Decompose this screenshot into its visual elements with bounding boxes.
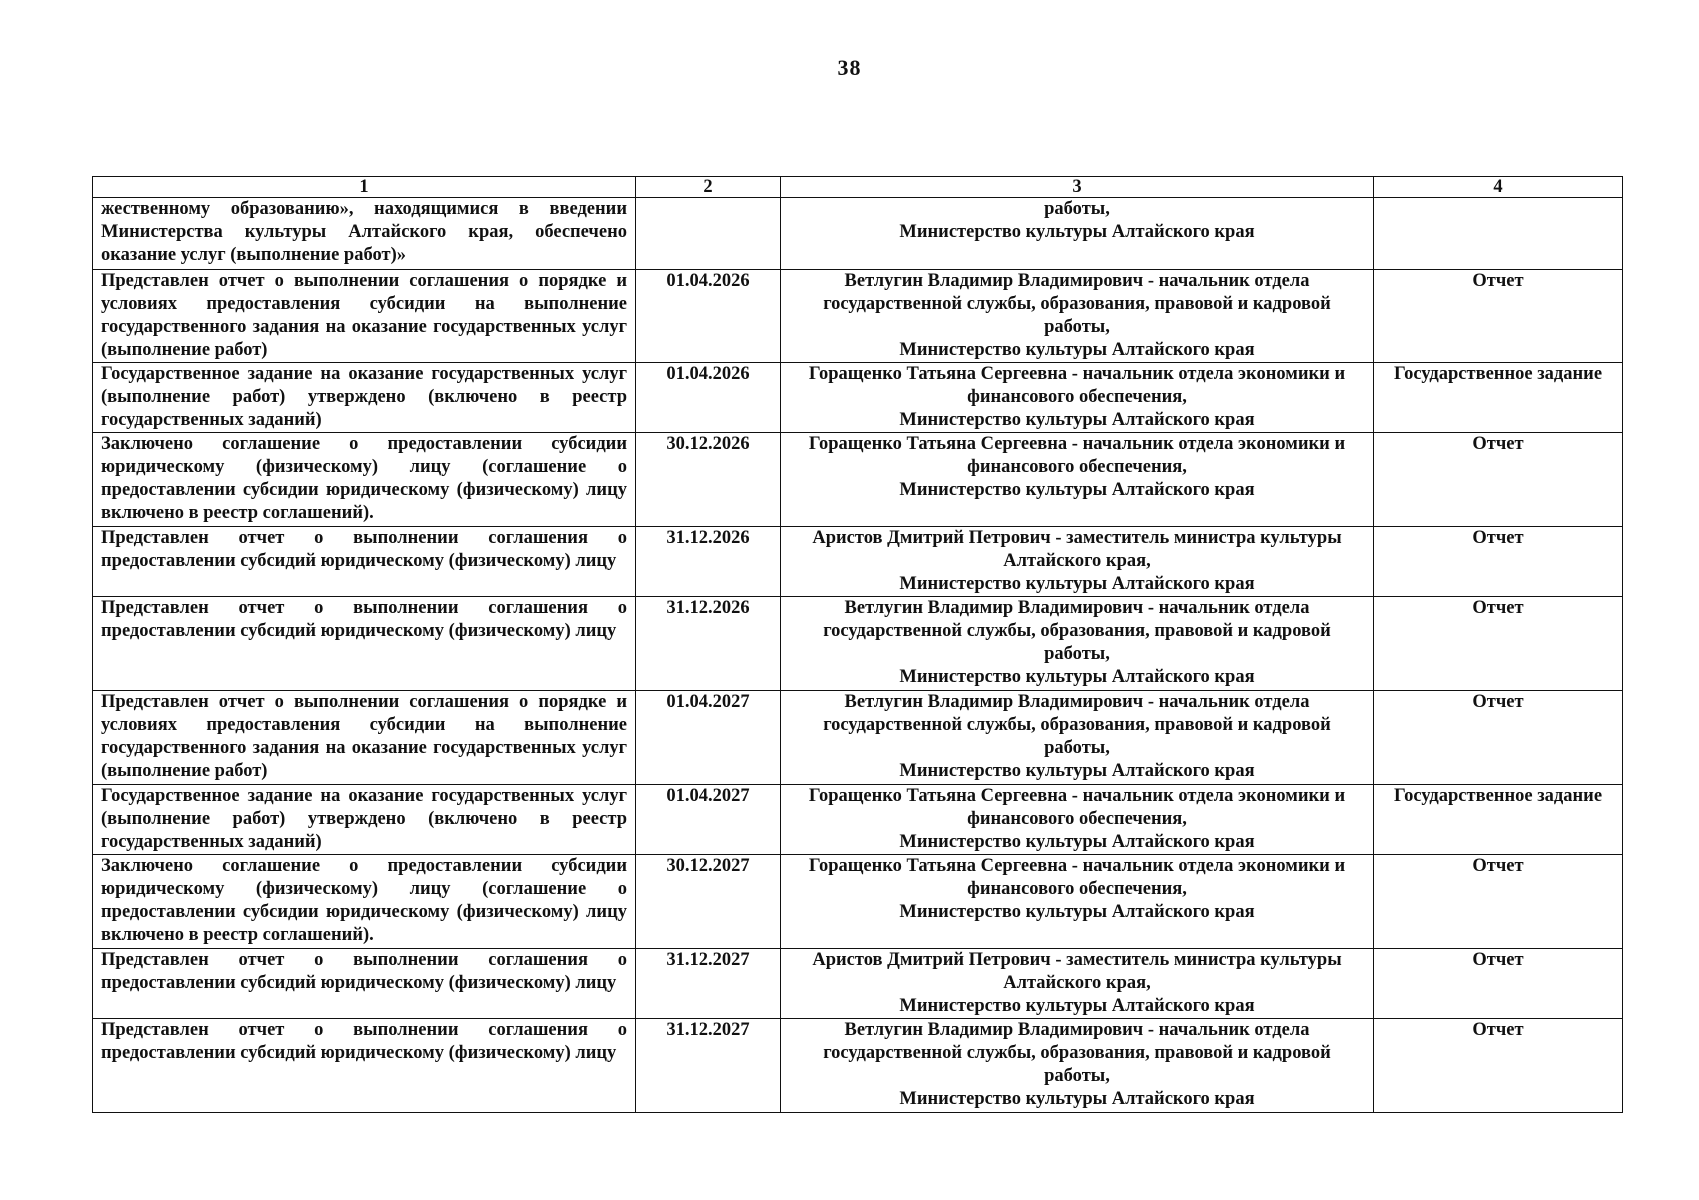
responsible-line: Ветлугин Владимир Владимирович - начальник отдела xyxy=(844,271,1310,291)
table-row xyxy=(93,855,1623,949)
document-type-cell xyxy=(1374,198,1623,270)
responsible-line: Министерство культуры Алтайского края xyxy=(899,222,1255,242)
responsible-line: государственной службы, образования, правовой и кадровой xyxy=(823,1043,1331,1063)
date-cell: 30.12.2026 xyxy=(636,433,781,527)
date-cell: 31.12.2027 xyxy=(636,949,781,1019)
table-row xyxy=(93,949,1623,1019)
table-row xyxy=(93,597,1623,691)
responsible-line: Министерство культуры Алтайского края xyxy=(899,902,1255,922)
table-row xyxy=(93,270,1623,363)
document-type-cell: Отчет xyxy=(1374,855,1623,949)
responsible-person-cell xyxy=(781,785,1374,855)
responsible-line: работы, xyxy=(1044,738,1110,758)
document-type-cell: Отчет xyxy=(1374,949,1623,1019)
responsible-line: Аристов Дмитрий Петрович - заместитель министра культуры xyxy=(812,950,1342,970)
event-description-cell: Представлен отчет о выполнении соглашения о порядке и условиях предоставления субсидии на выполнение государственного задания на оказание государственных услуг (выполнение работ) xyxy=(93,270,636,363)
date-cell xyxy=(636,198,781,270)
column-header: 1 xyxy=(93,177,636,198)
date-cell: 01.04.2027 xyxy=(636,691,781,785)
date-cell: 31.12.2026 xyxy=(636,527,781,597)
responsible-person-cell xyxy=(781,855,1374,949)
event-description-cell: жественному образованию», находящимися в введении Министерства культуры Алтайского края, обеспечено оказание услуг (выполнение работ)» xyxy=(93,198,636,270)
responsible-line: Алтайского края, xyxy=(1003,551,1151,571)
responsible-line: Ветлугин Владимир Владимирович - начальник отдела xyxy=(844,598,1310,618)
table-row xyxy=(93,433,1623,527)
table-row xyxy=(93,1019,1623,1113)
responsible-line: Министерство культуры Алтайского края xyxy=(899,761,1255,781)
responsible-line: Министерство культуры Алтайского края xyxy=(899,832,1255,852)
responsible-line: Горащенко Татьяна Сергеевна - начальник отдела экономики и xyxy=(808,786,1346,806)
responsible-person-cell xyxy=(781,433,1374,527)
table-row xyxy=(93,363,1623,433)
responsible-line: Министерство культуры Алтайского края xyxy=(899,480,1255,500)
responsible-person-cell xyxy=(781,691,1374,785)
responsible-person-cell xyxy=(781,949,1374,1019)
responsible-line: Министерство культуры Алтайского края xyxy=(899,340,1255,360)
table-row xyxy=(93,785,1623,855)
column-header: 4 xyxy=(1374,177,1623,198)
responsible-line: работы, xyxy=(1044,317,1110,337)
date-cell: 01.04.2026 xyxy=(636,363,781,433)
document-type-cell: Государственное задание xyxy=(1374,363,1623,433)
date-cell: 31.12.2026 xyxy=(636,597,781,691)
event-description-cell: Представлен отчет о выполнении соглашения о предоставлении субсидий юридическому (физическому) лицу xyxy=(93,949,636,1019)
table-header-row xyxy=(93,177,1623,198)
event-description-cell: Заключено соглашение о предоставлении субсидии юридическому (физическому) лицу (соглашение о предоставлении субсидии юридическому (физическому) лицу включено в реестр соглашений). xyxy=(93,433,636,527)
table-body xyxy=(93,198,1623,1113)
document-table xyxy=(92,176,1623,1113)
event-description-cell: Представлен отчет о выполнении соглашения о порядке и условиях предоставления субсидии на выполнение государственного задания на оказание государственных услуг (выполнение работ) xyxy=(93,691,636,785)
event-description-cell: Представлен отчет о выполнении соглашения о предоставлении субсидий юридическому (физическому) лицу xyxy=(93,527,636,597)
responsible-person-cell xyxy=(781,270,1374,363)
document-type-cell: Государственное задание xyxy=(1374,785,1623,855)
responsible-line: Министерство культуры Алтайского края xyxy=(899,574,1255,594)
responsible-line: Горащенко Татьяна Сергеевна - начальник отдела экономики и xyxy=(808,434,1346,454)
column-header: 2 xyxy=(636,177,781,198)
event-description-cell: Представлен отчет о выполнении соглашения о предоставлении субсидий юридическому (физическому) лицу xyxy=(93,1019,636,1113)
responsible-line: работы, xyxy=(1044,199,1110,219)
responsible-person-cell xyxy=(781,1019,1374,1113)
date-cell: 01.04.2026 xyxy=(636,270,781,363)
responsible-person-cell xyxy=(781,597,1374,691)
table-row xyxy=(93,198,1623,270)
column-header: 3 xyxy=(781,177,1374,198)
document-type-cell: Отчет xyxy=(1374,597,1623,691)
document-type-cell: Отчет xyxy=(1374,1019,1623,1113)
page-number: 38 xyxy=(837,55,862,80)
responsible-line: Министерство культуры Алтайского края xyxy=(899,1089,1255,1109)
date-cell: 31.12.2027 xyxy=(636,1019,781,1113)
responsible-person-cell xyxy=(781,527,1374,597)
responsible-line: Аристов Дмитрий Петрович - заместитель министра культуры xyxy=(812,528,1342,548)
responsible-line: Министерство культуры Алтайского края xyxy=(899,410,1255,430)
responsible-person-cell xyxy=(781,363,1374,433)
event-description-cell: Представлен отчет о выполнении соглашения о предоставлении субсидий юридическому (физическому) лицу xyxy=(93,597,636,691)
responsible-line: Ветлугин Владимир Владимирович - начальник отдела xyxy=(844,692,1310,712)
responsible-line: Алтайского края, xyxy=(1003,973,1151,993)
responsible-person-cell xyxy=(781,198,1374,270)
responsible-line: государственной службы, образования, правовой и кадровой xyxy=(823,294,1331,314)
responsible-line: Горащенко Татьяна Сергеевна - начальник отдела экономики и xyxy=(808,364,1346,384)
event-description-cell: Государственное задание на оказание государственных услуг (выполнение работ) утверждено (включено в реестр государственных заданий) xyxy=(93,363,636,433)
table-row xyxy=(93,527,1623,597)
document-type-cell: Отчет xyxy=(1374,433,1623,527)
event-description-cell: Государственное задание на оказание государственных услуг (выполнение работ) утверждено (включено в реестр государственных заданий) xyxy=(93,785,636,855)
date-cell: 30.12.2027 xyxy=(636,855,781,949)
responsible-line: государственной службы, образования, правовой и кадровой xyxy=(823,715,1331,735)
document-type-cell: Отчет xyxy=(1374,270,1623,363)
responsible-line: Горащенко Татьяна Сергеевна - начальник отдела экономики и xyxy=(808,856,1346,876)
responsible-line: Ветлугин Владимир Владимирович - начальник отдела xyxy=(844,1020,1310,1040)
responsible-line: Министерство культуры Алтайского края xyxy=(899,996,1255,1016)
document-type-cell: Отчет xyxy=(1374,691,1623,785)
date-cell: 01.04.2027 xyxy=(636,785,781,855)
responsible-line: финансового обеспечения, xyxy=(967,809,1187,829)
responsible-line: финансового обеспечения, xyxy=(967,387,1187,407)
table-row xyxy=(93,691,1623,785)
responsible-line: финансового обеспечения, xyxy=(967,457,1187,477)
event-description-cell: Заключено соглашение о предоставлении субсидии юридическому (физическому) лицу (соглашение о предоставлении субсидии юридическому (физическому) лицу включено в реестр соглашений). xyxy=(93,855,636,949)
document-type-cell: Отчет xyxy=(1374,527,1623,597)
responsible-line: финансового обеспечения, xyxy=(967,879,1187,899)
responsible-line: Министерство культуры Алтайского края xyxy=(899,667,1255,687)
responsible-line: государственной службы, образования, правовой и кадровой xyxy=(823,621,1331,641)
responsible-line: работы, xyxy=(1044,1066,1110,1086)
responsible-line: работы, xyxy=(1044,644,1110,664)
